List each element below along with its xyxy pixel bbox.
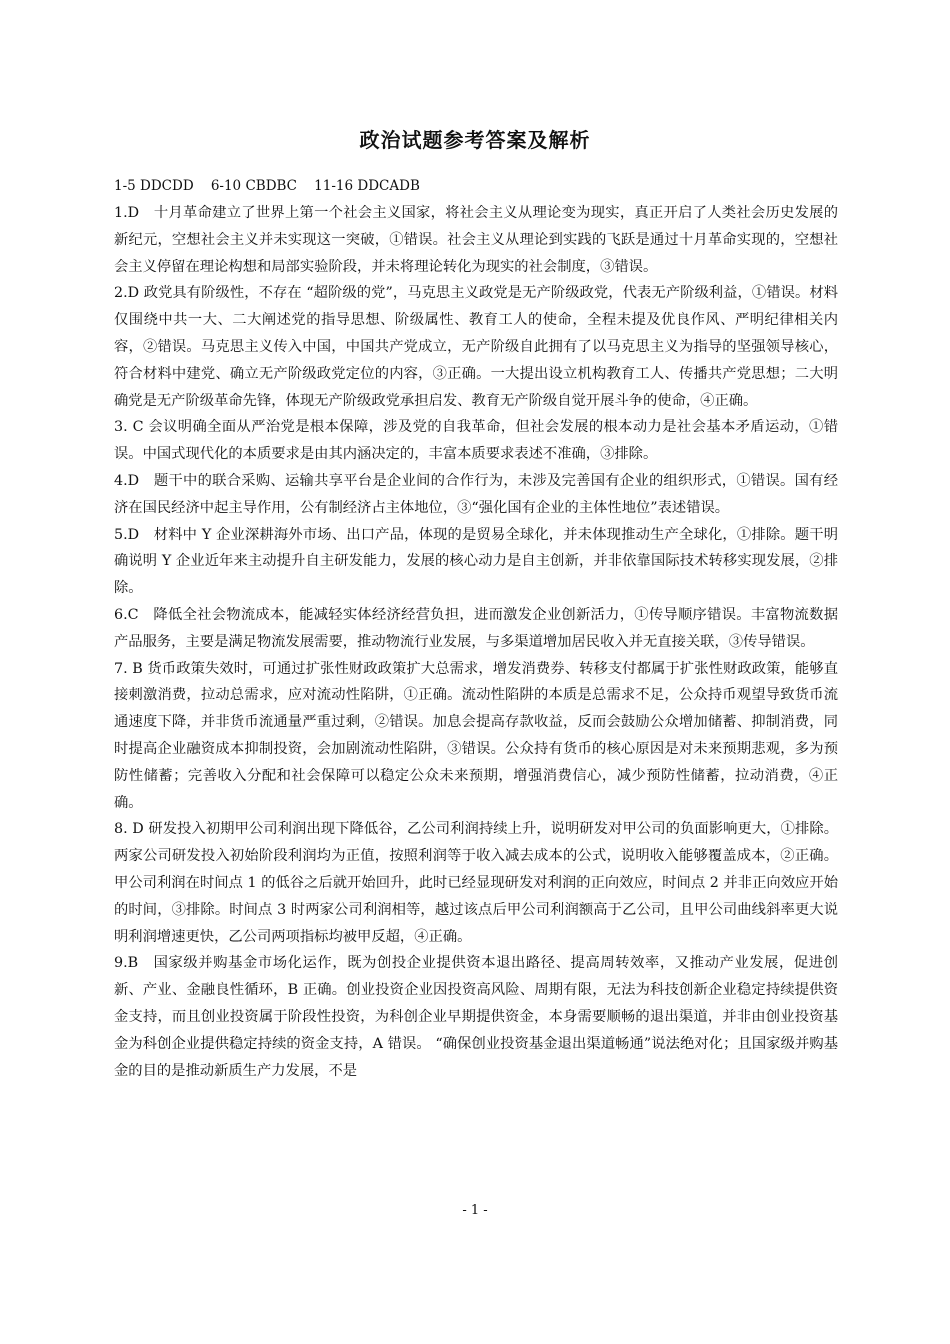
answer-key: 1-5 DDCDD 6-10 CBDBC 11-16 DDCADB	[114, 178, 420, 194]
answer-explanation-7: 7. B 货币政策失效时，可通过扩张性财政政策扩大总需求，增发消费券、转移支付都属于扩张性财政政策，能够直接刺激消费，拉动总需求，应对流动性陷阱，①正确。流动性陷阱的本质是总需求不足，公众持币观望导致货币流通速度下降，并非货币流通量严重过剩，②错误。加息会提高存款收益，反而会鼓励公众增加储蓄、抑制消费，同时提高企业融资成本抑制投资，会加剧流动性陷阱，③错误。公众持有货币的核心原因是对未来预期悲观，多为预防性储蓄；完善收入分配和社会保障可以稳定公众未来预期，增强消费信心，减少预防性储蓄，拉动消费，④正确。	[114, 660, 838, 811]
answer-explanation-8: 8. D 研发投入初期甲公司利润出现下降低谷，乙公司利润持续上升，说明研发对甲公司的负面影响更大，①排除。两家公司研发投入初始阶段利润均为正值，按照利润等于收入减去成本的公式，说明收入能够覆盖成本，②正确。甲公司利润在时间点 1 的低谷之后就开始回升，此时已经显现研发对利润的正向效应，时间点 2 并非正向效应开始的时间，③排除。时间点 3 时两家公司利润相等，越过该点后甲公司利润额高于乙公司，且甲公司曲线斜率更大说明利润增速更快，乙公司两项指标均被甲反超，④正确。	[114, 821, 838, 945]
page-number: - 1 -	[462, 1203, 488, 1218]
answer-explanation-9: 9.B 国家级并购基金市场化运作，既为创投企业提供资本退出路径、提高周转效率，又推动产业发展，促进创新、产业、金融良性循环，B 正确。创业投资企业因投资高风险、周期有限，无法为科技创新企业稳定持续提供资金支持，而且创业投资属于阶段性投资，为科创企业早期提供资金，本身需要顺畅的退出渠道，并非由创业投资基金为科创企业提供稳定持续的资金支持，A 错误。 “确保创业投资基金退出渠道畅通”说法绝对化；且国家级并购基金的目的是推动新质生产力发展，不是	[114, 955, 838, 1079]
answer-explanation-5: 5.D 材料中 Y 企业深耕海外市场、出口产品，体现的是贸易全球化，并未体现推动生产全球化，①排除。题干明确说明 Y 企业近年来主动提升自主研发能力，发展的核心动力是自主创新，并非依靠国际技术转移实现发展，②排除。	[114, 526, 838, 597]
answer-explanation-6: 6.C 降低全社会物流成本，能减轻实体经济经营负担，进而激发企业创新活力，①传导顺序错误。丰富物流数据产品服务，主要是满足物流发展需要，推动物流行业发展，与多渠道增加居民收入并无直接关联，③传导错误。	[114, 606, 838, 650]
answer-explanation-2: 2.D 政党具有阶级性，不存在 “超阶级的党”，马克思主义政党是无产阶级政党，代表无产阶级利益，①错误。材料仅围绕中共一大、二大阐述党的指导思想、阶级属性、教育工人的使命，全程未提及优良作风、严明纪律相关内容，②错误。马克思主义传入中国，中国共产党成立，无产阶级自此拥有了以马克思主义为指导的坚强领导核心，符合材料中建党、确立无产阶级政党定位的内容，③正确。一大提出设立机构教育工人、传播共产党思想；二大明确党是无产阶级革命先锋，体现无产阶级政党承担启发、教育无产阶级自觉开展斗争的使命，④正确。	[114, 285, 838, 409]
answer-explanation-1: 1.D 十月革命建立了世界上第一个社会主义国家，将社会主义从理论变为现实，真正开启了人类社会历史发展的新纪元，空想社会主义并未实现这一突破，①错误。社会主义从理论到实践的飞跃是通过十月革命实现的，空想社会主义停留在理论构想和局部实验阶段，并未将理论转化为现实的社会制度，③错误。	[114, 205, 838, 275]
answer-explanation-4: 4.D 题干中的联合采购、运输共享平台是企业间的合作行为，未涉及完善国有企业的组织形式，①错误。国有经济在国民经济中起主导作用，公有制经济占主体地位，③“强化国有企业的主体性地位”表述错误。	[114, 472, 838, 516]
page-title: 政治试题参考答案及解析	[359, 128, 591, 152]
answer-explanation-3: 3. C 会议明确全面从严治党是根本保障，涉及党的自我革命，但社会发展的根本动力是社会基本矛盾运动，①错误。中国式现代化的本质要求是由其内涵决定的，丰富本质要求表述不准确，③排除。	[114, 419, 838, 463]
answer-content	[114, 172, 838, 1084]
